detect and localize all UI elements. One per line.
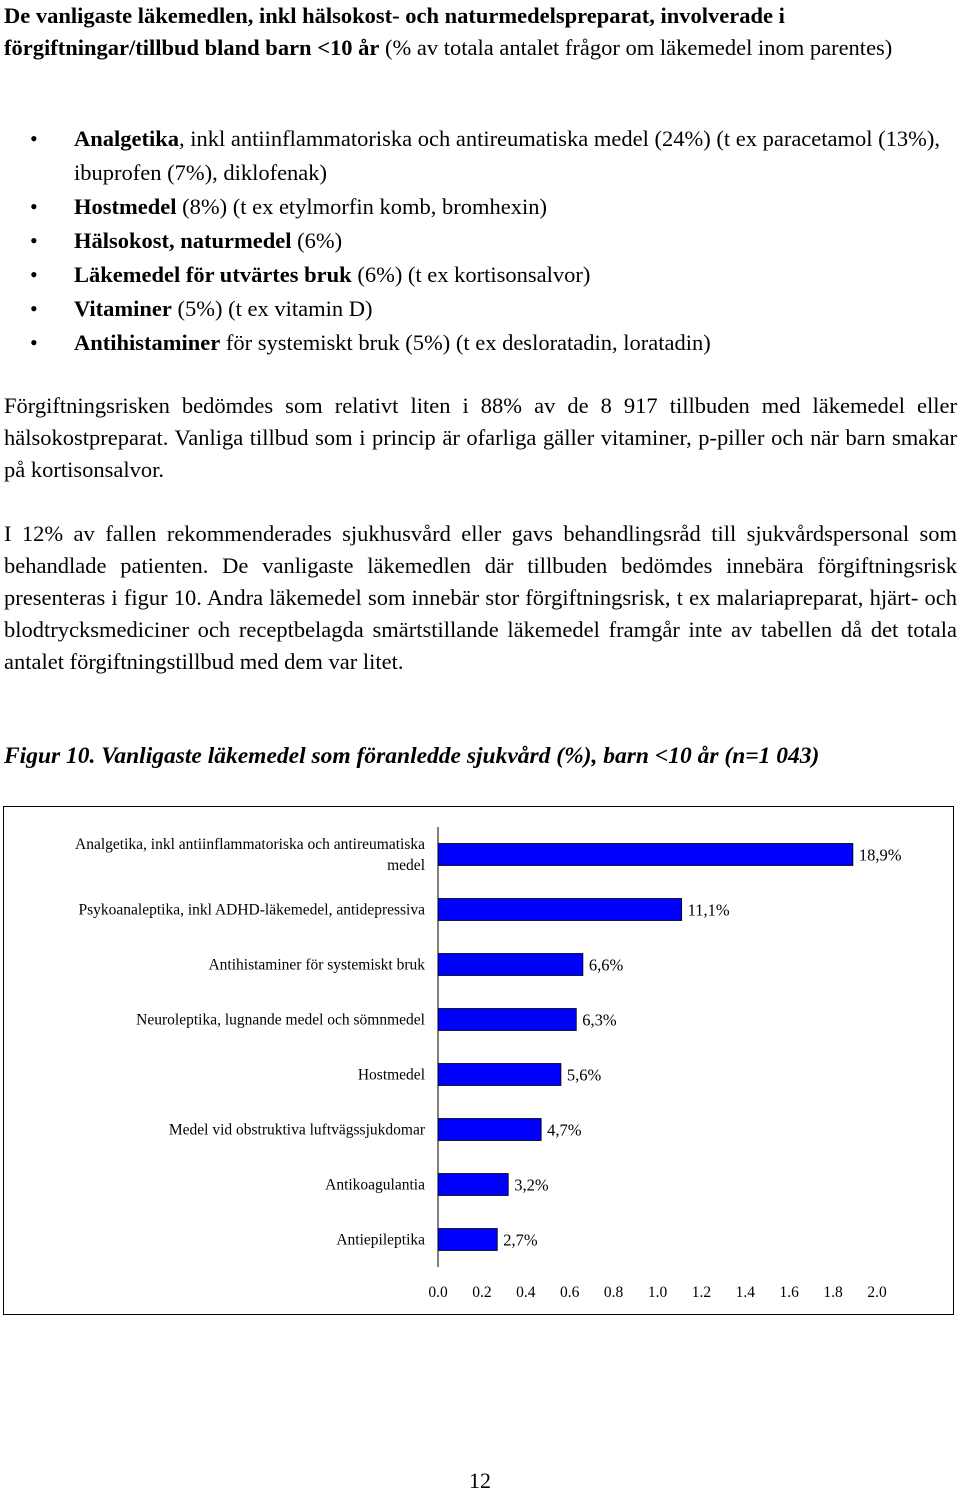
bar [438,844,853,866]
category-label: medel [387,857,425,874]
category-label: Analgetika, inkl antiinflammatoriska och antireumatiska [75,836,425,853]
bullet-icon: • [30,194,38,219]
value-label: 2,7% [503,1230,538,1250]
bar [438,1064,561,1086]
x-tick-label: 0.6 [560,1284,580,1301]
value-label: 4,7% [547,1120,582,1140]
bar [438,1119,541,1141]
bar-chart [4,807,955,1316]
value-label: 3,2% [514,1175,549,1195]
chart-frame [3,806,954,1315]
bar [438,954,583,976]
bullet-text: (6%) (t ex kortisonsalvor) [351,262,591,287]
x-tick-label: 0.2 [472,1284,492,1301]
heading-bold: De vanligaste läkemedlen, inkl hälsokost- och naturmedelspreparat, involverade i förgiftningar/tillbud bland barn <10 år [4,3,785,60]
x-tick-label: 1.0 [647,1284,668,1301]
category-label: Hostmedel [357,1066,425,1084]
category-label: Antihistaminer för systemiskt bruk [208,956,425,974]
value-label: 5,6% [566,1065,602,1085]
bullet-icon: • [30,330,38,355]
bullet-icon: • [30,262,38,287]
x-tick-label: 1.6 [779,1284,799,1301]
x-tick-label: 0.4 [516,1284,536,1301]
x-tick-label: 1.2 [691,1284,712,1301]
bullet-bold: Antihistaminer [74,330,221,355]
paragraph-risk: Förgiftningsrisken bedömdes som relativt liten i 88% av de 8 917 tillbuden med läkemedel eller hälsokostpreparat. Vanliga tillbud som i princip är ofarliga gäller vitaminer, p-piller och när barn smakar på kortisonsalvor. [4,393,957,482]
bullet-text: (6%) [291,228,343,253]
category-label: Psykoanaleptika, inkl ADHD-läkemedel, antidepressiva [78,901,425,919]
value-label: 11,1% [687,900,730,920]
category-label: Neuroleptika, lugnande medel och sömnmedel [136,1011,425,1029]
bar [438,899,682,921]
bullet-item [0,258,960,292]
bullet-text: (8%) (t ex etylmorfin komb, bromhexin) [176,194,548,219]
value-label: 6,6% [588,955,624,975]
x-tick-label: 2.0 [867,1284,887,1301]
category-label: Antikoagulantia [325,1176,425,1194]
page-heading [4,0,956,64]
category-label: Medel vid obstruktiva luftvägssjukdomar [168,1121,425,1139]
category-label: Antiepileptika [336,1231,425,1249]
bullet-list [0,122,960,360]
bullet-bold: Hälsokost, naturmedel [74,228,292,253]
bullet-item [0,326,960,360]
bullet-item [0,224,960,258]
heading-normal: (% av totala antalet frågor om läkemedel inom parentes) [379,35,893,60]
value-label: 18,9% [858,845,902,865]
paragraph-care: I 12% av fallen rekommenderades sjukhusvård eller gavs behandlingsråd till sjukvårdspersonal som behandlade patienten. De vanligaste läkemedlen där tillbuden bedömdes innebära förgiftningsrisk presenteras i figur 10. Andra läkemedel som innebär stor förgiftningsrisk, t ex malariapreparat, hjärt- och blodtrycksmediciner och receptbelagda smärtstillande läkemedel framgår inte av tabellen då det totala antalet förgiftningstillbud med dem var litet. [4,521,957,674]
bullet-bold: Vitaminer [74,296,172,321]
bar [438,1229,497,1251]
bullet-item [0,190,960,224]
figure-caption: Figur 10. Vanligaste läkemedel som föranledde sjukvård (%), barn <10 år (n=1 043) [4,743,820,769]
bullet-item [0,292,960,326]
x-tick-label: 1.8 [823,1284,843,1301]
bullet-bold: Läkemedel för utvärtes bruk [74,262,352,287]
bullet-bold: Hostmedel [74,194,177,219]
bullet-bold: Analgetika [74,126,180,151]
bullet-icon: • [30,228,38,253]
x-tick-label: 0.0 [428,1284,448,1301]
bullet-text: för systemiskt bruk (5%) (t ex desloratadin, loratadin) [220,330,711,355]
bullet-text: (5%) (t ex vitamin D) [171,296,373,321]
bar [438,1174,508,1196]
bullet-icon: • [30,296,38,321]
x-tick-label: 0.8 [603,1284,624,1301]
bullet-item [0,122,960,190]
value-label: 6,3% [582,1010,617,1030]
page-number: 12 [469,1468,491,1493]
bullet-text: , inkl antiinflammatoriska och antireumatiska medel (24%) (t ex paracetamol (13%), ibuprofen (7%), diklofenak) [74,126,940,185]
bullet-icon: • [30,126,38,151]
bar [438,1009,576,1031]
x-tick-label: 1.4 [735,1284,755,1301]
